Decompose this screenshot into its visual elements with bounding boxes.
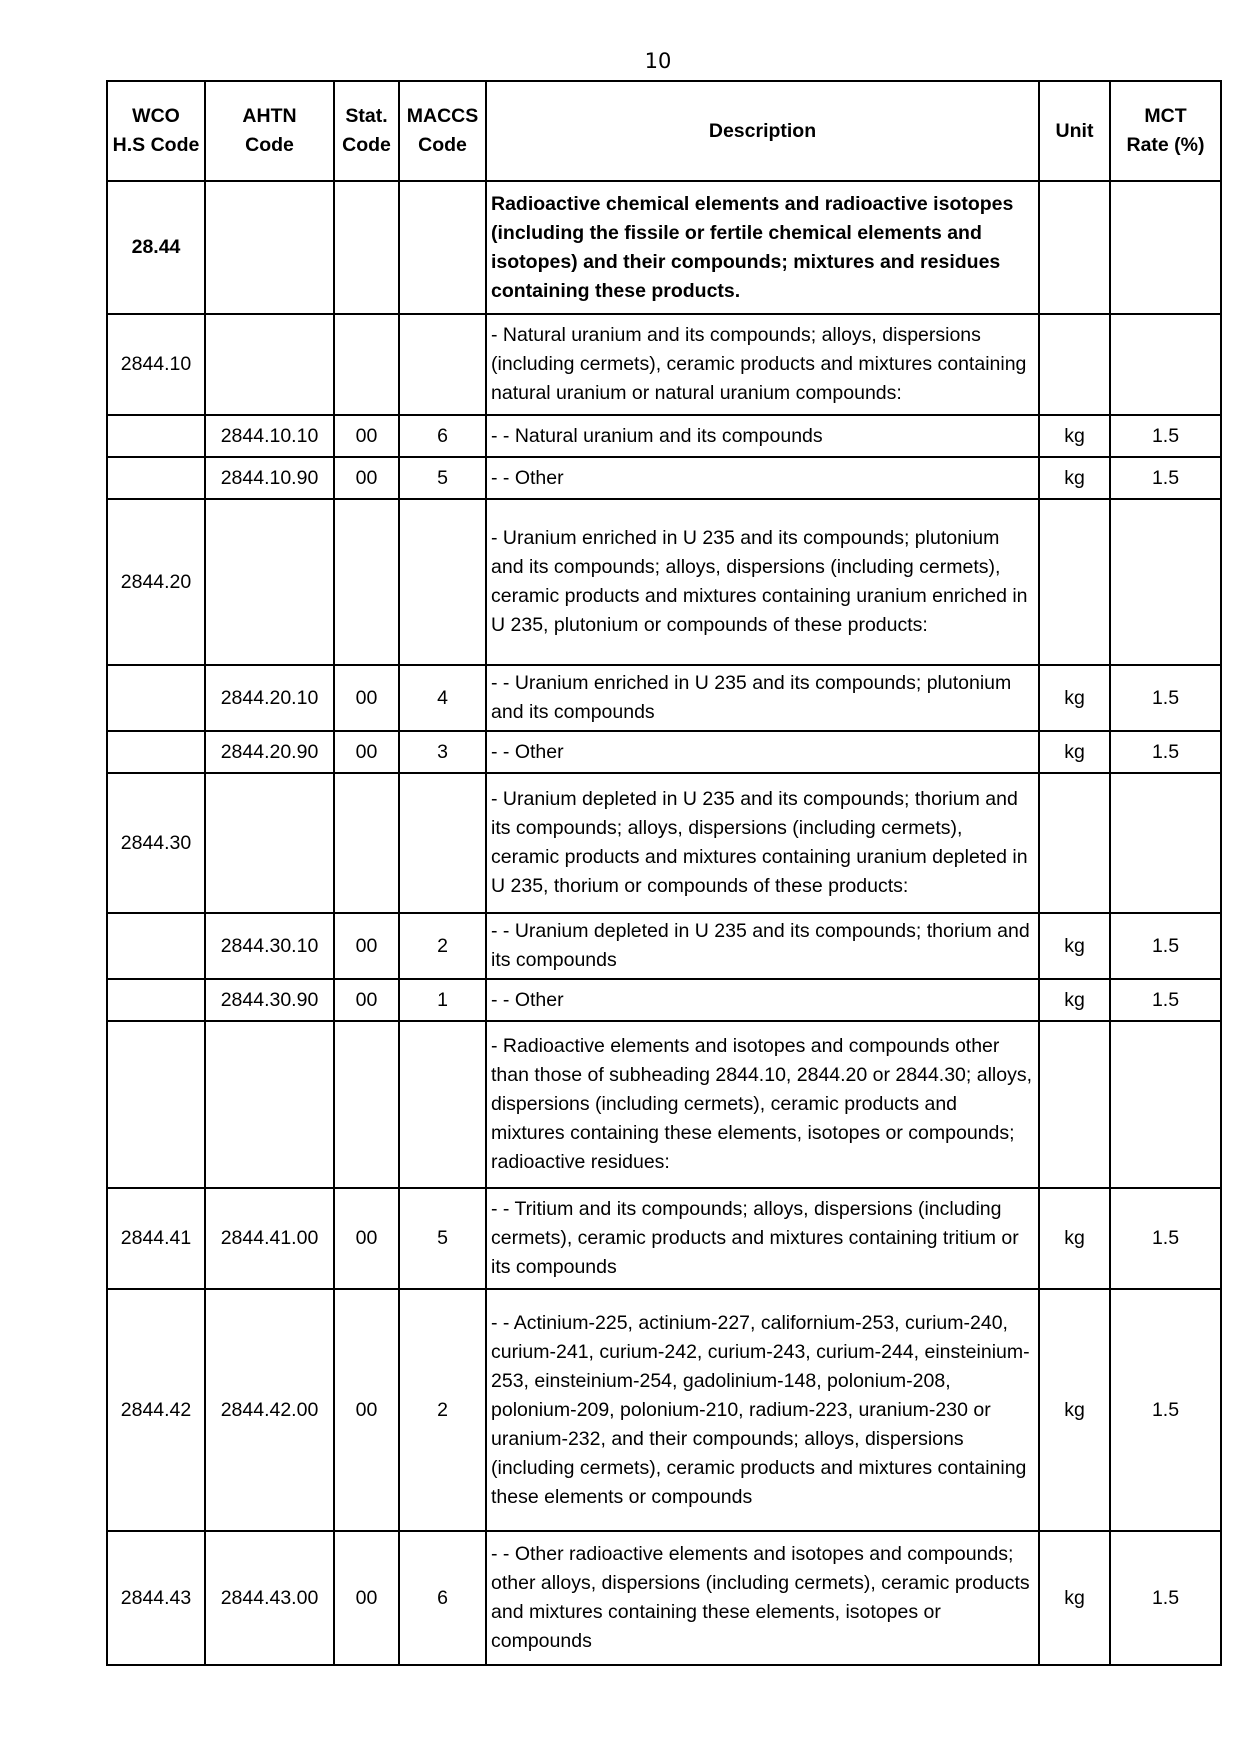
cell-stat-code: 00 <box>334 979 399 1021</box>
cell-wco-hs-code <box>107 731 205 773</box>
cell-maccs-code: 4 <box>399 665 486 731</box>
table-row <box>107 499 1221 665</box>
header-mct-rate: MCT Rate (%) <box>1110 81 1221 181</box>
cell-description: - Uranium depleted in U 235 and its compounds; thorium and its compounds; alloys, dispersions (including cermets), ceramic products and mixtures containing uranium depleted in U 235, thorium or compounds of these products: <box>486 773 1039 913</box>
cell-mct-rate <box>1110 181 1221 314</box>
table-row <box>107 314 1221 415</box>
cell-unit <box>1039 1021 1110 1188</box>
cell-unit <box>1039 314 1110 415</box>
cell-ahtn-code <box>205 181 334 314</box>
cell-maccs-code: 1 <box>399 979 486 1021</box>
cell-ahtn-code: 2844.10.90 <box>205 457 334 499</box>
cell-stat-code <box>334 314 399 415</box>
header-stat-code: Stat. Code <box>334 81 399 181</box>
cell-ahtn-code <box>205 499 334 665</box>
header-unit: Unit <box>1039 81 1110 181</box>
cell-unit: kg <box>1039 457 1110 499</box>
cell-maccs-code: 2 <box>399 1289 486 1531</box>
cell-stat-code <box>334 181 399 314</box>
cell-wco-hs-code: 2844.43 <box>107 1531 205 1665</box>
cell-description: Radioactive chemical elements and radioactive isotopes (including the fissile or fertile chemical elements and isotopes) and their compounds; mixtures and residues containing these products. <box>486 181 1039 314</box>
cell-ahtn-code: 2844.30.10 <box>205 913 334 979</box>
cell-description: - Radioactive elements and isotopes and compounds other than those of subheading 2844.10, 2844.20 or 2844.30; alloys, dispersions (including cermets), ceramic products and mixtures containing these elements, isotopes or compounds; radioactive residues: <box>486 1021 1039 1188</box>
tariff-table <box>106 80 1222 1666</box>
cell-description: - - Other <box>486 457 1039 499</box>
header-wco-hs-code: WCO H.S Code <box>107 81 205 181</box>
cell-ahtn-code: 2844.20.10 <box>205 665 334 731</box>
cell-unit <box>1039 181 1110 314</box>
cell-wco-hs-code: 2844.30 <box>107 773 205 913</box>
cell-stat-code: 00 <box>334 665 399 731</box>
header-ahtn-code: AHTN Code <box>205 81 334 181</box>
cell-wco-hs-code: 2844.41 <box>107 1188 205 1289</box>
cell-description: - - Uranium enriched in U 235 and its compounds; plutonium and its compounds <box>486 665 1039 731</box>
cell-unit: kg <box>1039 913 1110 979</box>
table-row <box>107 979 1221 1021</box>
cell-description: - - Actinium-225, actinium-227, californium-253, curium-240, curium-241, curium-242, curium-243, curium-244, einsteinium-253, einsteinium-254, gadolinium-148, polonium-208, polonium-209, polonium-210, radium-223, uranium-230 or uranium-232, and their compounds; alloys, dispersions (including cermets), ceramic products and mixtures containing these elements or compounds <box>486 1289 1039 1531</box>
cell-unit <box>1039 499 1110 665</box>
cell-description: - - Uranium depleted in U 235 and its compounds; thorium and its compounds <box>486 913 1039 979</box>
cell-description: - Natural uranium and its compounds; alloys, dispersions (including cermets), ceramic products and mixtures containing natural uranium or natural uranium compounds: <box>486 314 1039 415</box>
cell-wco-hs-code <box>107 1021 205 1188</box>
cell-maccs-code <box>399 1021 486 1188</box>
cell-maccs-code: 6 <box>399 415 486 457</box>
table-row <box>107 913 1221 979</box>
cell-ahtn-code: 2844.20.90 <box>205 731 334 773</box>
cell-ahtn-code <box>205 1021 334 1188</box>
page-number: 10 <box>644 49 672 73</box>
table-row <box>107 181 1221 314</box>
cell-mct-rate: 1.5 <box>1110 731 1221 773</box>
cell-wco-hs-code <box>107 457 205 499</box>
header-description: Description <box>486 81 1039 181</box>
cell-ahtn-code: 2844.43.00 <box>205 1531 334 1665</box>
table-row <box>107 1021 1221 1188</box>
cell-maccs-code: 3 <box>399 731 486 773</box>
header-maccs-code: MACCS Code <box>399 81 486 181</box>
cell-ahtn-code: 2844.30.90 <box>205 979 334 1021</box>
table-row <box>107 1531 1221 1665</box>
cell-wco-hs-code: 2844.10 <box>107 314 205 415</box>
cell-stat-code: 00 <box>334 1188 399 1289</box>
cell-unit: kg <box>1039 731 1110 773</box>
cell-stat-code: 00 <box>334 415 399 457</box>
cell-wco-hs-code <box>107 979 205 1021</box>
cell-mct-rate: 1.5 <box>1110 415 1221 457</box>
cell-unit: kg <box>1039 1531 1110 1665</box>
cell-description: - - Other <box>486 731 1039 773</box>
cell-unit: kg <box>1039 665 1110 731</box>
table-row <box>107 665 1221 731</box>
cell-wco-hs-code: 2844.20 <box>107 499 205 665</box>
cell-unit: kg <box>1039 415 1110 457</box>
cell-mct-rate: 1.5 <box>1110 1188 1221 1289</box>
cell-mct-rate <box>1110 314 1221 415</box>
cell-maccs-code: 5 <box>399 457 486 499</box>
cell-unit: kg <box>1039 1289 1110 1531</box>
cell-stat-code: 00 <box>334 1289 399 1531</box>
cell-unit: kg <box>1039 979 1110 1021</box>
cell-wco-hs-code: 28.44 <box>107 181 205 314</box>
cell-description: - Uranium enriched in U 235 and its compounds; plutonium and its compounds; alloys, dispersions (including cermets), ceramic products and mixtures containing uranium enriched in U 235, plutonium or compounds of these products: <box>486 499 1039 665</box>
cell-mct-rate <box>1110 499 1221 665</box>
cell-maccs-code <box>399 181 486 314</box>
cell-maccs-code <box>399 499 486 665</box>
cell-mct-rate: 1.5 <box>1110 1531 1221 1665</box>
cell-stat-code: 00 <box>334 913 399 979</box>
cell-wco-hs-code <box>107 913 205 979</box>
cell-mct-rate: 1.5 <box>1110 979 1221 1021</box>
cell-maccs-code: 6 <box>399 1531 486 1665</box>
cell-description: - - Other radioactive elements and isotopes and compounds; other alloys, dispersions (including cermets), ceramic products and mixtures containing these elements, isotopes or compounds <box>486 1531 1039 1665</box>
cell-description: - - Other <box>486 979 1039 1021</box>
cell-stat-code <box>334 499 399 665</box>
cell-stat-code <box>334 1021 399 1188</box>
table-row <box>107 1289 1221 1531</box>
cell-wco-hs-code <box>107 415 205 457</box>
table-row <box>107 415 1221 457</box>
cell-description: - - Natural uranium and its compounds <box>486 415 1039 457</box>
cell-ahtn-code <box>205 773 334 913</box>
cell-mct-rate <box>1110 773 1221 913</box>
cell-maccs-code <box>399 314 486 415</box>
cell-mct-rate: 1.5 <box>1110 665 1221 731</box>
cell-unit: kg <box>1039 1188 1110 1289</box>
cell-wco-hs-code: 2844.42 <box>107 1289 205 1531</box>
table-row <box>107 731 1221 773</box>
cell-mct-rate: 1.5 <box>1110 913 1221 979</box>
cell-maccs-code: 5 <box>399 1188 486 1289</box>
table-row <box>107 1188 1221 1289</box>
cell-ahtn-code <box>205 314 334 415</box>
cell-stat-code: 00 <box>334 1531 399 1665</box>
cell-unit <box>1039 773 1110 913</box>
cell-mct-rate <box>1110 1021 1221 1188</box>
cell-stat-code <box>334 773 399 913</box>
cell-maccs-code: 2 <box>399 913 486 979</box>
cell-mct-rate: 1.5 <box>1110 1289 1221 1531</box>
cell-ahtn-code: 2844.41.00 <box>205 1188 334 1289</box>
cell-ahtn-code: 2844.10.10 <box>205 415 334 457</box>
cell-description: - - Tritium and its compounds; alloys, dispersions (including cermets), ceramic products and mixtures containing tritium or its compounds <box>486 1188 1039 1289</box>
cell-mct-rate: 1.5 <box>1110 457 1221 499</box>
cell-stat-code: 00 <box>334 457 399 499</box>
table-row <box>107 457 1221 499</box>
cell-ahtn-code: 2844.42.00 <box>205 1289 334 1531</box>
table-header-row <box>107 81 1221 181</box>
cell-wco-hs-code <box>107 665 205 731</box>
cell-stat-code: 00 <box>334 731 399 773</box>
cell-maccs-code <box>399 773 486 913</box>
table-row <box>107 773 1221 913</box>
